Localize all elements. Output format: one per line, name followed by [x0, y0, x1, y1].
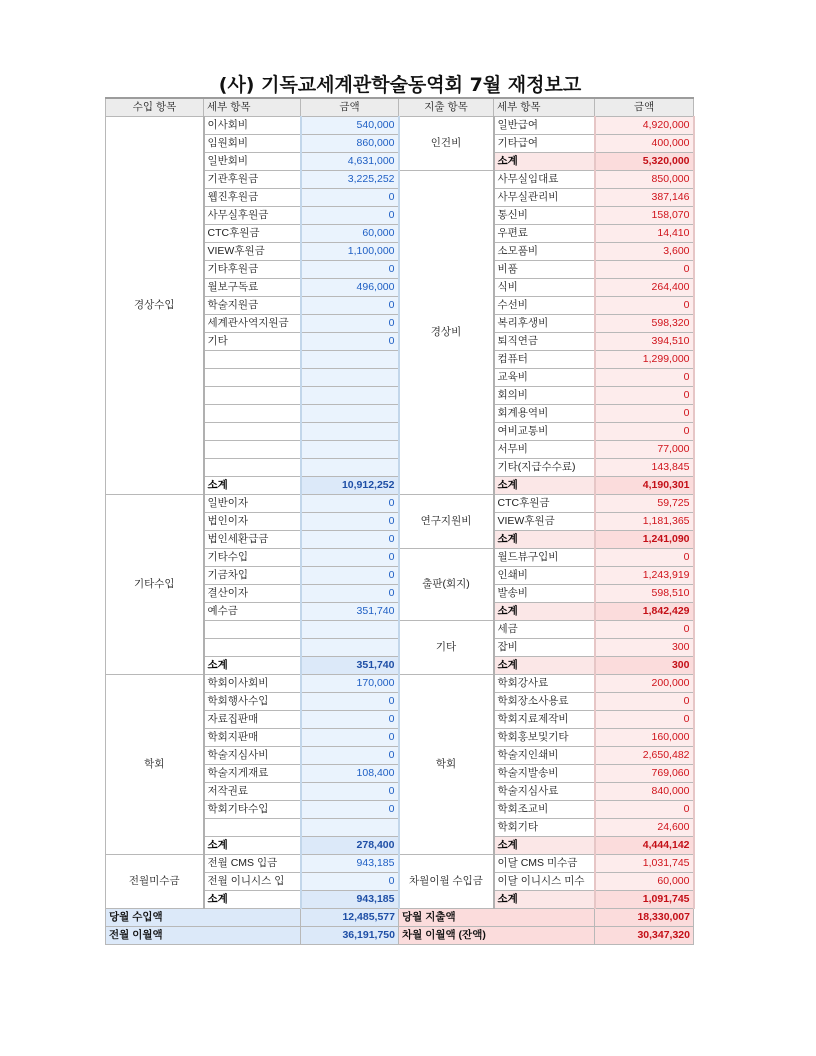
expense-item-cell: 기타(지급수수료): [494, 459, 595, 477]
income-amount-cell: 0: [301, 549, 399, 567]
expense-item-cell: 학회조교비: [494, 801, 595, 819]
expense-item-cell: 학회홍보및기타: [494, 729, 595, 747]
income-amount-cell: 351,740: [301, 603, 399, 621]
income-amount-cell: 60,000: [301, 225, 399, 243]
income-total-label: 당월 수입액: [106, 909, 301, 927]
expense-amount-cell: 598,320: [595, 315, 694, 333]
header-income-item: 세부 항목: [204, 98, 301, 117]
income-amount-cell: 0: [301, 261, 399, 279]
expense-category-cell: 차월이월 수입금: [399, 855, 494, 909]
expense-subtotal-label: 소계: [494, 657, 595, 675]
expense-item-cell: 소모품비: [494, 243, 595, 261]
income-item-cell: 법인이자: [204, 513, 301, 531]
expense-item-cell: 컴퓨터: [494, 351, 595, 369]
income-item-cell: 일반이자: [204, 495, 301, 513]
expense-item-cell: 여비교통비: [494, 423, 595, 441]
expense-amount-cell: 200,000: [595, 675, 694, 693]
income-subtotal-amount: 943,185: [301, 891, 399, 909]
monthly-total-row: [106, 909, 694, 927]
header-income-amount: 금액: [301, 98, 399, 117]
income-item-cell: VIEW후원금: [204, 243, 301, 261]
expense-item-cell: 학회강사료: [494, 675, 595, 693]
expense-category-cell: 인건비: [399, 117, 494, 171]
income-amount-cell: 170,000: [301, 675, 399, 693]
expense-item-cell: CTC후원금: [494, 495, 595, 513]
income-category-cell: 전월미수금: [106, 855, 204, 909]
expense-amount-cell: 300: [595, 639, 694, 657]
income-amount-cell: 4,631,000: [301, 153, 399, 171]
income-item-cell: [204, 639, 301, 657]
income-amount-cell: [301, 351, 399, 369]
expense-subtotal-amount: 1,091,745: [595, 891, 694, 909]
income-item-cell: 학회지판매: [204, 729, 301, 747]
expense-amount-cell: 60,000: [595, 873, 694, 891]
expense-item-cell: 잡비: [494, 639, 595, 657]
income-amount-cell: [301, 387, 399, 405]
income-item-cell: 기타수입: [204, 549, 301, 567]
expense-item-cell: 학술지발송비: [494, 765, 595, 783]
header-expense-amount: 금액: [595, 98, 694, 117]
income-item-cell: 기타후원금: [204, 261, 301, 279]
expense-item-cell: 발송비: [494, 585, 595, 603]
expense-category-cell: 연구지원비: [399, 495, 494, 549]
income-amount-cell: [301, 819, 399, 837]
expense-item-cell: 세금: [494, 621, 595, 639]
income-item-cell: 임원회비: [204, 135, 301, 153]
next-carry-label: 차월 이월액 (잔액): [399, 927, 595, 945]
expense-amount-cell: 394,510: [595, 333, 694, 351]
expense-category-cell: 출판(회지): [399, 549, 494, 621]
expense-amount-cell: 1,031,745: [595, 855, 694, 873]
expense-subtotal-amount: 300: [595, 657, 694, 675]
income-item-cell: [204, 387, 301, 405]
expense-amount-cell: 598,510: [595, 585, 694, 603]
next-carry-value: 30,347,320: [595, 927, 694, 945]
expense-subtotal-label: 소계: [494, 531, 595, 549]
expense-category-cell: 학회: [399, 675, 494, 855]
expense-item-cell: 학술지인쇄비: [494, 747, 595, 765]
expense-subtotal-label: 소계: [494, 837, 595, 855]
expense-item-cell: 학회장소사용료: [494, 693, 595, 711]
income-item-cell: 학회기타수입: [204, 801, 301, 819]
expense-item-cell: 인쇄비: [494, 567, 595, 585]
income-amount-cell: 0: [301, 783, 399, 801]
income-amount-cell: 0: [301, 801, 399, 819]
expense-amount-cell: 14,410: [595, 225, 694, 243]
expense-category-cell: 기타: [399, 621, 494, 675]
expense-category-cell: 경상비: [399, 171, 494, 495]
income-amount-cell: 0: [301, 333, 399, 351]
carry-over-row: [106, 927, 694, 945]
expense-item-cell: 우편료: [494, 225, 595, 243]
income-subtotal-amount: 278,400: [301, 837, 399, 855]
income-item-cell: [204, 819, 301, 837]
expense-subtotal-amount: 4,190,301: [595, 477, 694, 495]
income-amount-cell: 0: [301, 315, 399, 333]
expense-amount-cell: 769,060: [595, 765, 694, 783]
income-category-cell: 기타수입: [106, 495, 204, 675]
report-body: [106, 117, 694, 909]
finance-report-table: [105, 97, 695, 945]
expense-item-cell: 비품: [494, 261, 595, 279]
expense-item-cell: 복리후생비: [494, 315, 595, 333]
income-amount-cell: 0: [301, 873, 399, 891]
income-amount-cell: 0: [301, 585, 399, 603]
income-amount-cell: 943,185: [301, 855, 399, 873]
expense-item-cell: 회의비: [494, 387, 595, 405]
income-amount-cell: 1,100,000: [301, 243, 399, 261]
income-amount-cell: 108,400: [301, 765, 399, 783]
income-amount-cell: [301, 369, 399, 387]
table-row: [106, 855, 694, 873]
income-amount-cell: 3,225,252: [301, 171, 399, 189]
income-item-cell: 기타: [204, 333, 301, 351]
expense-amount-cell: 1,181,365: [595, 513, 694, 531]
income-item-cell: 사무실후원금: [204, 207, 301, 225]
income-amount-cell: 540,000: [301, 117, 399, 135]
header-expense-item: 세부 항목: [494, 98, 595, 117]
income-amount-cell: [301, 621, 399, 639]
expense-item-cell: 회계용역비: [494, 405, 595, 423]
expense-item-cell: 사무실관리비: [494, 189, 595, 207]
income-total-value: 12,485,577: [301, 909, 399, 927]
expense-item-cell: 기타급여: [494, 135, 595, 153]
income-item-cell: 학회행사수입: [204, 693, 301, 711]
income-amount-cell: [301, 441, 399, 459]
income-amount-cell: 0: [301, 747, 399, 765]
income-item-cell: 학술지원금: [204, 297, 301, 315]
expense-item-cell: 이달 CMS 미수금: [494, 855, 595, 873]
header-expense-category: 지출 항목: [399, 98, 494, 117]
income-item-cell: [204, 441, 301, 459]
expense-item-cell: 교육비: [494, 369, 595, 387]
income-item-cell: [204, 621, 301, 639]
income-subtotal-amount: 10,912,252: [301, 477, 399, 495]
income-item-cell: 전월 CMS 입금: [204, 855, 301, 873]
expense-subtotal-amount: 1,842,429: [595, 603, 694, 621]
expense-amount-cell: 0: [595, 711, 694, 729]
expense-amount-cell: 24,600: [595, 819, 694, 837]
expense-subtotal-label: 소계: [494, 153, 595, 171]
income-amount-cell: 0: [301, 567, 399, 585]
expense-item-cell: 일반급여: [494, 117, 595, 135]
income-item-cell: 학회이사회비: [204, 675, 301, 693]
income-item-cell: [204, 405, 301, 423]
income-item-cell: 세계관사역지원금: [204, 315, 301, 333]
income-item-cell: 일반회비: [204, 153, 301, 171]
expense-amount-cell: 3,600: [595, 243, 694, 261]
expense-amount-cell: 850,000: [595, 171, 694, 189]
income-item-cell: 결산이자: [204, 585, 301, 603]
income-subtotal-amount: 351,740: [301, 657, 399, 675]
income-subtotal-label: 소계: [204, 477, 301, 495]
income-item-cell: 기관후원금: [204, 171, 301, 189]
expense-amount-cell: 0: [595, 369, 694, 387]
expense-amount-cell: 400,000: [595, 135, 694, 153]
income-amount-cell: [301, 423, 399, 441]
expense-item-cell: 사무실임대료: [494, 171, 595, 189]
income-amount-cell: 0: [301, 297, 399, 315]
income-amount-cell: 0: [301, 189, 399, 207]
expense-item-cell: 이달 이니시스 미수: [494, 873, 595, 891]
expense-amount-cell: 0: [595, 261, 694, 279]
expense-item-cell: 학회지료제작비: [494, 711, 595, 729]
income-item-cell: 학술지심사비: [204, 747, 301, 765]
header-income-category: 수입 항목: [106, 98, 204, 117]
income-subtotal-label: 소계: [204, 837, 301, 855]
table-row: [106, 117, 694, 135]
expense-amount-cell: 158,070: [595, 207, 694, 225]
expense-item-cell: 월드뷰구입비: [494, 549, 595, 567]
expense-amount-cell: 2,650,482: [595, 747, 694, 765]
income-amount-cell: [301, 405, 399, 423]
expense-item-cell: 수선비: [494, 297, 595, 315]
expense-item-cell: 학술지심사료: [494, 783, 595, 801]
expense-amount-cell: 0: [595, 801, 694, 819]
page-title: (사) 기독교세계관학술동역회 7월 재정보고: [218, 74, 582, 96]
expense-item-cell: VIEW후원금: [494, 513, 595, 531]
income-amount-cell: 0: [301, 711, 399, 729]
expense-amount-cell: 0: [595, 693, 694, 711]
expense-item-cell: 식비: [494, 279, 595, 297]
income-item-cell: 예수금: [204, 603, 301, 621]
expense-amount-cell: 0: [595, 621, 694, 639]
income-amount-cell: 860,000: [301, 135, 399, 153]
prev-carry-value: 36,191,750: [301, 927, 399, 945]
income-item-cell: CTC후원금: [204, 225, 301, 243]
expense-amount-cell: 0: [595, 423, 694, 441]
expense-amount-cell: 160,000: [595, 729, 694, 747]
income-amount-cell: 0: [301, 207, 399, 225]
table-row: [106, 675, 694, 693]
income-item-cell: 기금차입: [204, 567, 301, 585]
income-item-cell: 저작권료: [204, 783, 301, 801]
income-subtotal-label: 소계: [204, 657, 301, 675]
expense-subtotal-label: 소계: [494, 603, 595, 621]
income-category-cell: 학회: [106, 675, 204, 855]
expense-item-cell: 학회기타: [494, 819, 595, 837]
expense-total-value: 18,330,007: [595, 909, 694, 927]
expense-amount-cell: 387,146: [595, 189, 694, 207]
expense-subtotal-amount: 5,320,000: [595, 153, 694, 171]
expense-amount-cell: 264,400: [595, 279, 694, 297]
income-item-cell: 웹진후원금: [204, 189, 301, 207]
income-amount-cell: 0: [301, 513, 399, 531]
table-row: [106, 495, 694, 513]
expense-amount-cell: 0: [595, 297, 694, 315]
expense-item-cell: 퇴직연금: [494, 333, 595, 351]
expense-amount-cell: 1,299,000: [595, 351, 694, 369]
income-amount-cell: 0: [301, 729, 399, 747]
income-item-cell: [204, 369, 301, 387]
expense-item-cell: 서무비: [494, 441, 595, 459]
income-item-cell: [204, 351, 301, 369]
expense-subtotal-amount: 4,444,142: [595, 837, 694, 855]
expense-subtotal-label: 소계: [494, 891, 595, 909]
expense-amount-cell: 0: [595, 405, 694, 423]
income-item-cell: [204, 459, 301, 477]
income-item-cell: 전월 이니시스 입: [204, 873, 301, 891]
expense-subtotal-amount: 1,241,090: [595, 531, 694, 549]
expense-amount-cell: 0: [595, 387, 694, 405]
prev-carry-label: 전월 이월액: [106, 927, 301, 945]
income-amount-cell: [301, 639, 399, 657]
expense-amount-cell: 1,243,919: [595, 567, 694, 585]
income-item-cell: 이사회비: [204, 117, 301, 135]
income-subtotal-label: 소계: [204, 891, 301, 909]
income-item-cell: [204, 423, 301, 441]
income-amount-cell: 496,000: [301, 279, 399, 297]
expense-amount-cell: 0: [595, 549, 694, 567]
income-amount-cell: [301, 459, 399, 477]
expense-amount-cell: 77,000: [595, 441, 694, 459]
income-amount-cell: 0: [301, 693, 399, 711]
income-item-cell: 법인세환급금: [204, 531, 301, 549]
income-category-cell: 경상수입: [106, 117, 204, 495]
expense-item-cell: 통신비: [494, 207, 595, 225]
expense-amount-cell: 59,725: [595, 495, 694, 513]
expense-amount-cell: 840,000: [595, 783, 694, 801]
expense-subtotal-label: 소계: [494, 477, 595, 495]
income-amount-cell: 0: [301, 495, 399, 513]
income-item-cell: 학술지게재료: [204, 765, 301, 783]
expense-amount-cell: 4,920,000: [595, 117, 694, 135]
expense-amount-cell: 143,845: [595, 459, 694, 477]
expense-total-label: 당월 지출액: [399, 909, 595, 927]
header-row: [106, 98, 694, 117]
income-item-cell: 월보구독료: [204, 279, 301, 297]
income-item-cell: 자료집판매: [204, 711, 301, 729]
income-amount-cell: 0: [301, 531, 399, 549]
